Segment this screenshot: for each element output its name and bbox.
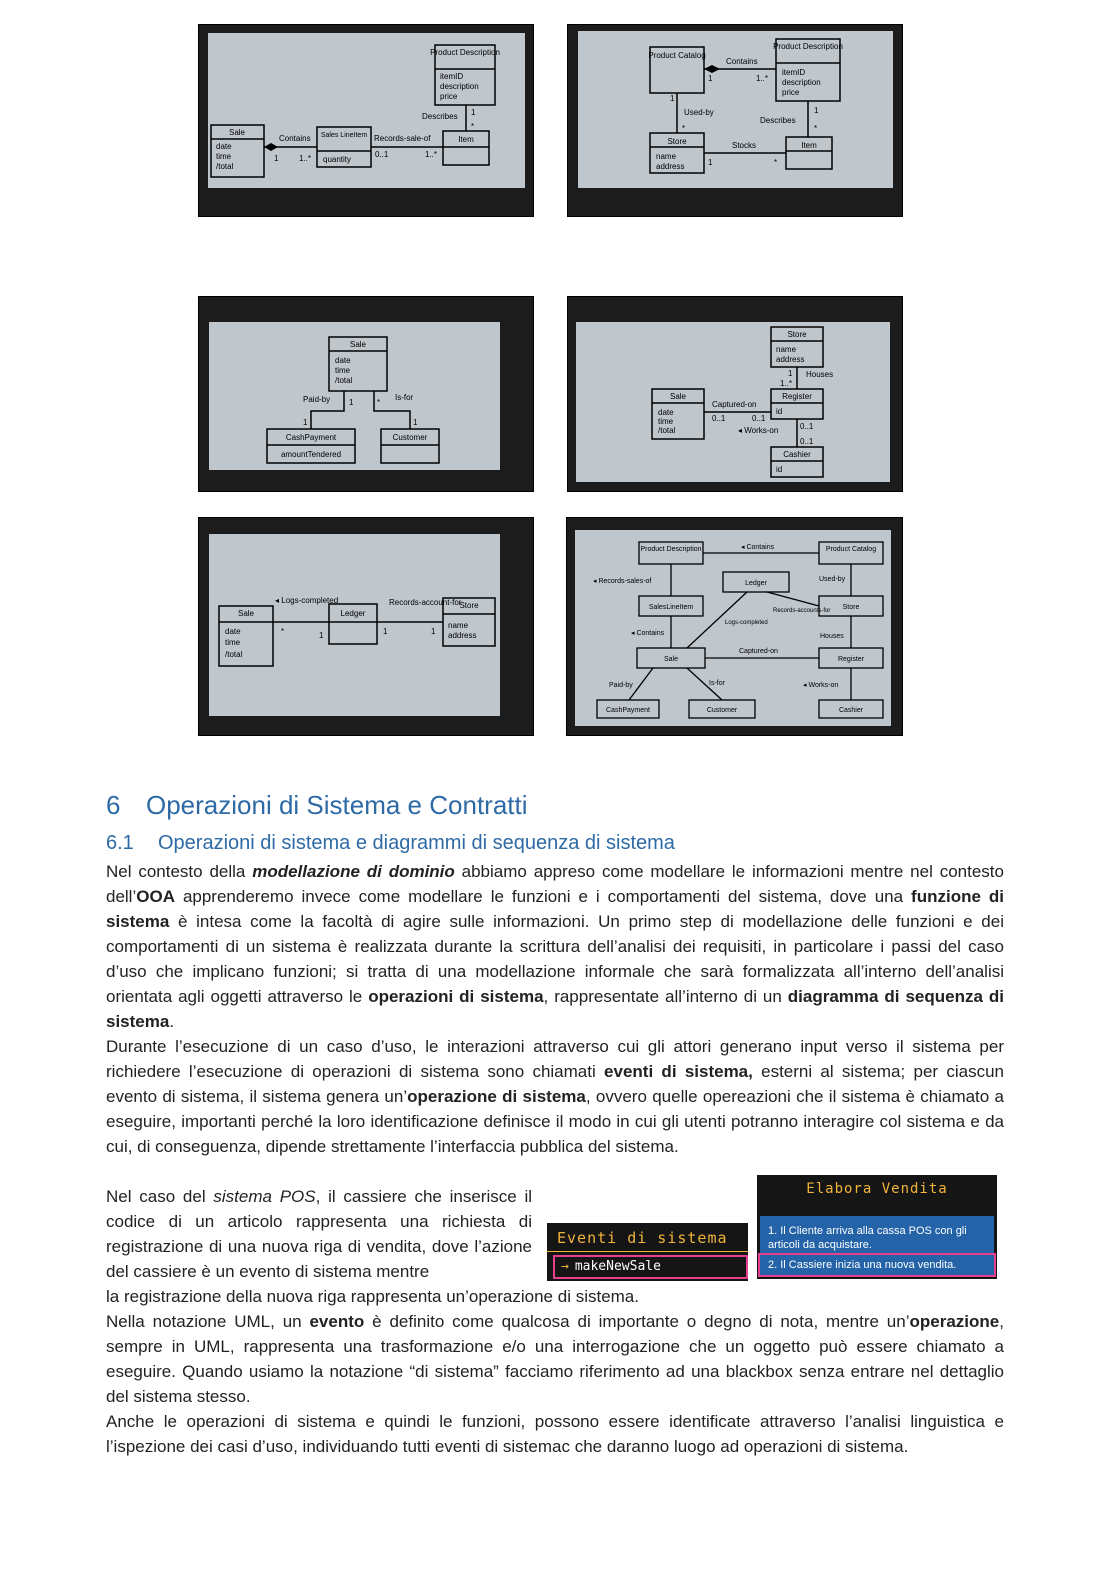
svg-text:*: * <box>774 158 778 167</box>
svg-text:Paid-by: Paid-by <box>609 682 633 689</box>
svg-text:1..*: 1..* <box>756 74 769 83</box>
product-description-class: Product Description <box>640 546 702 553</box>
svg-text:Records-sale-of: Records-sale-of <box>374 134 431 143</box>
sale-class: Sale <box>663 656 679 663</box>
svg-text:time: time <box>225 638 241 647</box>
svg-text:Ledger: Ledger <box>340 609 366 618</box>
svg-text:0..1: 0..1 <box>800 422 814 431</box>
svg-text:1..*: 1..* <box>299 154 312 163</box>
svg-text:1: 1 <box>670 94 675 103</box>
svg-text:Stocks: Stocks <box>732 141 757 150</box>
arrow-right-icon: → <box>561 1259 569 1274</box>
svg-text:/total: /total <box>335 376 353 385</box>
svg-text:Describes: Describes <box>422 112 458 121</box>
svg-text:Store: Store <box>667 137 687 146</box>
svg-text:Is-for: Is-for <box>395 393 414 402</box>
paragraph-system-events: Durante l’esecuzione di un caso d’uso, le interazioni attraverso cui gli attori generano input verso il sistema per richiedere l’esecuzione di operazioni di sistema sono chiamati eventi di sistema, esterni al sistema; per ciascun evento di sistema, il sistema genera un’operazione di sistema, ovvero quelle opereazioni che il sistema è chiamato a eseguire, importanti perché la loro identificazione definisce il modo in cui gli utenti potranno interagire col sistema e da cui, di conseguenza, dipende strettamente l’interfaccia pubblica del sistema. <box>106 1037 1004 1156</box>
paragraph-pos-example-end: la registrazione della nuova riga rappresenta un’operazione di sistema. <box>106 1287 639 1306</box>
svg-text:Sale: Sale <box>349 340 367 349</box>
svg-text:Captured-on: Captured-on <box>712 400 757 409</box>
svg-text:*: * <box>814 124 818 133</box>
use-case-title: Elabora Vendita <box>806 1181 948 1197</box>
use-case-steps <box>760 1216 994 1277</box>
svg-text:*: * <box>471 122 475 131</box>
svg-text:Store: Store <box>787 330 807 339</box>
divider <box>547 1251 748 1252</box>
svg-text:Houses: Houses <box>820 633 844 640</box>
svg-text:amountTendered: amountTendered <box>280 450 342 459</box>
paragraph-uml-event: Nella notazione UML, un evento è definito come qualcosa di importante o degno di nota, mentre un’operazione, sempre in UML, rappresenta una trasformazione e/o una interrogazione che un oggetto può essere chiamato a eseguire. Quando usiamo la notazione “di sistema” facciamo riferimento ad una blackbox senza entrare nel dettaglio del sistema stesso. <box>106 1312 1004 1406</box>
svg-text:Describes: Describes <box>760 116 796 125</box>
svg-text:Logs-completed: Logs-completed <box>725 620 768 626</box>
svg-text:Used-by: Used-by <box>819 576 846 583</box>
use-case-step-2: 2. Il Cassiere inizia una nuova vendita. <box>758 1253 996 1277</box>
subsection-number: 6.1 <box>106 832 134 854</box>
svg-text:name: name <box>656 152 677 161</box>
svg-text:price: price <box>782 88 800 97</box>
svg-text:Item: Item <box>801 141 817 150</box>
paragraph-linguistic-analysis: Anche le operazioni di sistema e quindi le funzioni, possono essere identificate attraverso l’analisi linguistica e l’ispezione dei casi d’uso, individuando tutti eventi di sistemac che daranno luogo ad operazioni di sistema. <box>106 1412 1004 1456</box>
uml-slide-catalog-store <box>567 24 903 217</box>
svg-text:◂ Logs-completed: ◂ Logs-completed <box>275 596 339 605</box>
svg-text:quantity: quantity <box>323 155 352 164</box>
customer-class: Customer <box>706 707 738 714</box>
svg-text:0..1: 0..1 <box>712 414 726 423</box>
svg-text:Item: Item <box>458 135 474 144</box>
svg-text:1: 1 <box>471 108 476 117</box>
svg-text:CashPayment: CashPayment <box>285 433 337 442</box>
section-title: Operazioni di Sistema e Contratti <box>146 790 528 820</box>
svg-text:Customer: Customer <box>392 433 428 442</box>
svg-text:0..1: 0..1 <box>375 150 389 159</box>
svg-text:Is-for: Is-for <box>709 680 725 687</box>
svg-text:Records-accounts-for: Records-accounts-for <box>773 608 831 614</box>
svg-text:address: address <box>448 631 477 640</box>
cash-payment-class: CashPayment <box>606 707 650 714</box>
svg-text:date: date <box>216 142 232 151</box>
svg-text:Sale: Sale <box>228 128 246 137</box>
svg-text:1..*: 1..* <box>425 150 438 159</box>
svg-text:description: description <box>440 82 479 91</box>
svg-text:Cashier: Cashier <box>783 450 811 459</box>
svg-text:id: id <box>776 407 783 416</box>
svg-text:time: time <box>216 152 232 161</box>
make-new-sale-event: → makeNewSale <box>553 1255 748 1279</box>
svg-text:1: 1 <box>383 627 388 636</box>
section-heading <box>106 790 528 821</box>
svg-text:date: date <box>225 627 241 636</box>
svg-text:1: 1 <box>303 418 308 427</box>
svg-text:Paid-by: Paid-by <box>303 395 331 404</box>
svg-text:id: id <box>776 465 783 474</box>
svg-text:Used-by: Used-by <box>684 108 714 117</box>
uml-slide-full-domain-model <box>566 517 903 736</box>
svg-text:/total: /total <box>658 426 676 435</box>
svg-text:Store: Store <box>459 601 479 610</box>
svg-text:Product Catalog: Product Catalog <box>648 51 706 60</box>
svg-text:Register: Register <box>782 392 812 401</box>
uml-slide-register-cashier <box>567 296 903 492</box>
sales-line-item-class: SalesLineItem <box>648 604 694 611</box>
svg-text:itemID: itemID <box>782 68 806 77</box>
svg-text:Sale: Sale <box>669 392 687 401</box>
svg-text:◂ Works-on: ◂ Works-on <box>738 426 779 435</box>
svg-text:date: date <box>658 408 674 417</box>
svg-text:/total: /total <box>216 162 234 171</box>
svg-text:Sale: Sale <box>237 609 255 618</box>
svg-text:/total: /total <box>225 650 243 659</box>
register-class: Register <box>837 656 865 663</box>
svg-text:description: description <box>782 78 821 87</box>
svg-text:0..1: 0..1 <box>800 437 814 446</box>
svg-text:1: 1 <box>274 154 279 163</box>
uml-slide-sale-lineitem <box>198 24 534 217</box>
ledger-class: Ledger <box>745 580 767 587</box>
svg-text:1: 1 <box>814 106 819 115</box>
system-events-figure <box>547 1223 748 1281</box>
svg-text:◂ Records-sales-of: ◂ Records-sales-of <box>593 578 652 585</box>
svg-text:1: 1 <box>349 398 354 407</box>
uml-slide-ledger <box>198 517 534 736</box>
svg-text:Contains: Contains <box>279 134 311 143</box>
svg-text:0..1: 0..1 <box>752 414 766 423</box>
svg-text:Houses: Houses <box>806 370 834 379</box>
svg-text:1: 1 <box>431 627 436 636</box>
store-class: Store <box>842 604 860 611</box>
subsection-title: Operazioni di sistema e diagrammi di sequenza di sistema <box>158 832 675 854</box>
svg-text:1: 1 <box>319 631 324 640</box>
svg-text:itemID: itemID <box>440 72 464 81</box>
paragraph-domain-modelling: Nel contesto della modellazione di dominio abbiamo appreso come modellare le informazioni mentre nel contesto dell’OOA apprenderemo invece come modellare le funzioni e i comportamenti del sistema, dove una funzione di sistema è intesa come la facoltà di agire sulle informazioni. Un primo step di modellazione delle funzioni e dei comportamenti di un sistema è realizzata durante la scrittura dell’analisi dei requisiti, in particolare i passi del caso d’uso che implicano funzioni; si tratta di una modellazione informale che sarà formalizzata all’interno dell’analisi orientata agli oggetti attraverso le operazioni di sistema, rappresentate all’interno di un diagramma di sequenza di sistema. <box>106 862 1004 1031</box>
svg-text:name: name <box>448 621 469 630</box>
svg-text:*: * <box>377 398 381 407</box>
svg-text:*: * <box>682 124 686 133</box>
svg-text:*: * <box>281 627 285 636</box>
system-events-title: Eventi di sistema <box>557 1229 728 1247</box>
use-case-step-1: 1. Il Cliente arriva alla cassa POS con gli articoli da acquistare. <box>768 1225 967 1251</box>
svg-text:1: 1 <box>413 418 418 427</box>
class-name: Product Description <box>430 48 500 57</box>
svg-text:1..*: 1..* <box>780 379 793 388</box>
svg-text:Records-account-for: Records-account-for <box>389 598 462 607</box>
svg-text:name: name <box>776 345 797 354</box>
uml-slide-sale-payment <box>198 296 534 492</box>
svg-text:Contains: Contains <box>726 57 758 66</box>
svg-text:time: time <box>658 417 674 426</box>
svg-text:1: 1 <box>708 158 713 167</box>
section-number: 6 <box>106 790 121 820</box>
svg-text:address: address <box>656 162 685 171</box>
use-case-figure <box>757 1175 997 1279</box>
cashier-class: Cashier <box>838 707 864 714</box>
svg-text:◂ Contains: ◂ Contains <box>631 630 665 637</box>
svg-text:time: time <box>335 366 351 375</box>
svg-text:◂ Works-on: ◂ Works-on <box>803 682 839 689</box>
svg-text:Product Description: Product Description <box>773 42 843 51</box>
svg-text:1: 1 <box>708 74 713 83</box>
svg-text:◂ Contains: ◂ Contains <box>741 544 775 551</box>
svg-text:Captured-on: Captured-on <box>739 648 778 655</box>
subsection-heading <box>106 832 675 855</box>
product-catalog-class: Product Catalog <box>825 546 877 553</box>
svg-text:price: price <box>440 92 458 101</box>
svg-text:Sales LineItem: Sales LineItem <box>320 132 368 139</box>
svg-text:date: date <box>335 356 351 365</box>
svg-text:address: address <box>776 355 805 364</box>
paragraph-pos-example: Nel caso del sistema POS, il cassiere che inserisce il codice di un articolo rappresenta una richiesta di registrazione di una nuova riga di vendita, dove l’azione del cassiere è un evento di sistema mentre <box>106 1187 532 1281</box>
svg-text:1: 1 <box>788 369 793 378</box>
